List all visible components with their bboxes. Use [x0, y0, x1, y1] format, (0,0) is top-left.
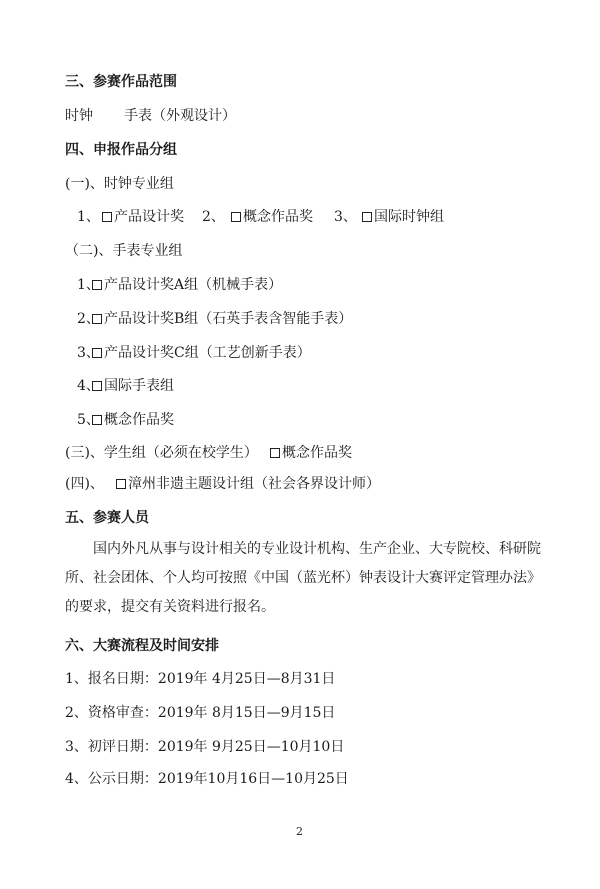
checkbox-icon[interactable]: [92, 348, 102, 358]
checkbox-icon[interactable]: [231, 212, 241, 222]
page-number: 2: [296, 825, 303, 838]
option-watch-international[interactable]: [92, 377, 174, 395]
option-label: 漳州非遗主题设计组（社会各界设计师）: [128, 476, 380, 492]
option-student-concept[interactable]: [270, 444, 352, 462]
option-label: 概念作品奖: [104, 412, 174, 428]
option-label: 概念作品奖: [243, 209, 313, 225]
schedule-item: 2、资格审查：2019年 8月15日—9月15日: [65, 705, 336, 721]
group-1-title: (一)、时钟专业组: [65, 176, 174, 192]
option-number: 3、: [77, 345, 100, 361]
option-watch-concept[interactable]: [92, 411, 174, 429]
option-watch-product-c[interactable]: [92, 344, 311, 362]
checkbox-icon[interactable]: [116, 479, 126, 489]
option-number: 4、: [77, 378, 100, 394]
checkbox-icon[interactable]: [102, 212, 112, 222]
checkbox-icon[interactable]: [362, 212, 372, 222]
participants-paragraph: 国内外凡从事与设计相关的专业设计机构、生产企业、大专院校、科研院所、社会团体、个人均可按照《中国（蓝光杯）钟表设计大赛评定管理办法》的要求，提交有关资料进行报名。: [65, 541, 541, 615]
option-number: 2、: [77, 311, 100, 327]
option-watch-product-a[interactable]: [92, 276, 282, 294]
group-4-title: (四)、: [65, 476, 104, 492]
option-label: 国际手表组: [104, 378, 174, 394]
option-number: 2、: [202, 209, 225, 225]
section-3-title: 三、参赛作品范围: [65, 74, 177, 90]
option-clock-concept[interactable]: [231, 208, 313, 226]
checkbox-icon[interactable]: [92, 415, 102, 425]
schedule-item: 4、公示日期：2019年10月16日—10月25日: [65, 771, 349, 787]
checkbox-icon[interactable]: [270, 448, 280, 458]
option-number: 5、: [77, 412, 100, 428]
section-4-title: 四、申报作品分组: [65, 142, 177, 158]
section-5-title: 五、参赛人员: [65, 510, 149, 526]
schedule-item: 1、报名日期：2019年 4月25日—8月31日: [65, 671, 336, 687]
option-number: 1、: [77, 209, 100, 225]
option-label: 国际时钟组: [374, 209, 444, 225]
option-clock-product-design[interactable]: [102, 208, 184, 226]
checkbox-icon[interactable]: [92, 280, 102, 290]
group-3-title: (三)、学生组（必须在校学生）: [65, 445, 258, 461]
checkbox-icon[interactable]: [92, 314, 102, 324]
option-label: 产品设计奖A组（机械手表）: [104, 277, 283, 293]
option-number: 3、: [334, 209, 357, 225]
option-label: 概念作品奖: [282, 445, 352, 461]
schedule-item: 3、初评日期：2019年 9月25日—10月10日: [65, 739, 345, 755]
option-label: 产品设计奖B组（石英手表含智能手表）: [104, 311, 353, 327]
scope-clock: 时钟: [65, 108, 93, 124]
option-zhangzhou-heritage[interactable]: [116, 475, 380, 493]
option-watch-product-b[interactable]: [92, 310, 352, 328]
scope-watch: 手表（外观设计）: [124, 108, 236, 124]
option-label: 产品设计奖: [114, 209, 184, 225]
option-label: 产品设计奖C组（工艺创新手表）: [104, 345, 311, 361]
option-number: 1、: [77, 277, 100, 293]
option-clock-international[interactable]: [362, 208, 444, 226]
checkbox-icon[interactable]: [92, 381, 102, 391]
group-2-title: （二)、手表专业组: [65, 243, 183, 259]
section-6-title: 六、大赛流程及时间安排: [65, 638, 219, 654]
